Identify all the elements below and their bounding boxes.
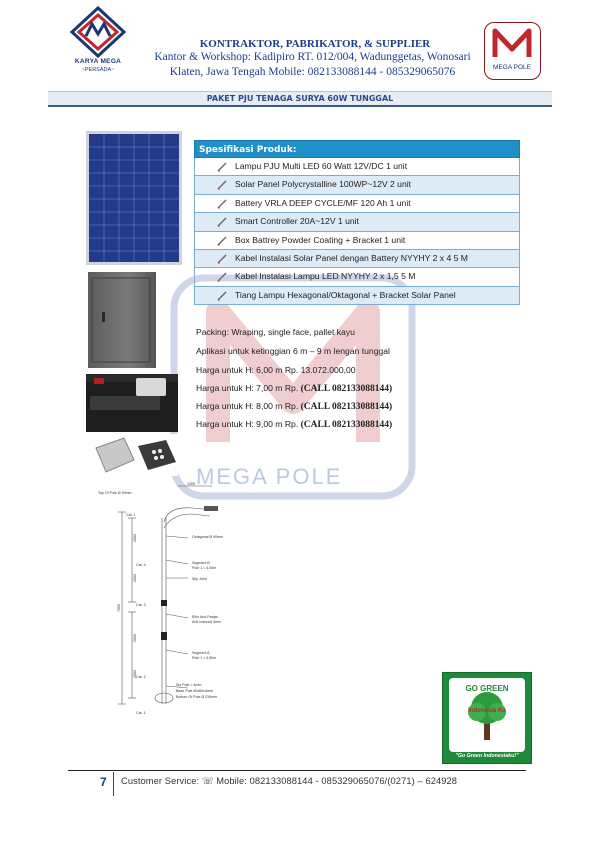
diagram-label-pole-b: Pole 1 = 4,00m xyxy=(192,566,217,570)
led-street-lamp-icon xyxy=(94,434,178,476)
pencil-icon xyxy=(217,254,227,264)
go-green-slogan: "Go Green Indonesiaku!" xyxy=(455,753,519,759)
price-label: Harga untuk H: 7,00 m Rp. xyxy=(196,383,301,393)
pole-diagram xyxy=(92,482,322,722)
price-call: (CALL 082133088144) xyxy=(300,384,393,394)
price-label: Harga untuk H: 6,00 m Rp. 13.072.000,00 xyxy=(196,365,356,375)
logo-right-name: MEGA POLE xyxy=(493,64,531,71)
aplikasi-text: Aplikasi untuk ketinggian 6 m – 9 m lengan tunggal xyxy=(196,346,390,356)
diagram-label-sty-pole: Sty Pole = 4mm xyxy=(176,683,202,687)
price-line xyxy=(196,401,536,412)
price-line xyxy=(196,419,536,430)
price-label: Harga untuk H: 8,00 m Rp. xyxy=(196,401,301,411)
pencil-icon xyxy=(217,199,227,209)
pencil-icon xyxy=(217,272,227,282)
spec-row xyxy=(194,250,520,268)
tree-icon xyxy=(449,678,525,752)
led-lamp-image xyxy=(94,434,178,476)
spec-row xyxy=(194,195,520,213)
spec-row-label: Smart Controller 20A~12V 1 unit xyxy=(235,216,359,227)
mega-pole-m-icon xyxy=(485,23,539,63)
diagram-label-cat2: Cat. 2 xyxy=(136,675,146,679)
spec-row xyxy=(194,268,520,286)
spec-row xyxy=(194,213,520,231)
spec-row-label: Tiang Lampu Hexagonal/Oktagonal + Bracket Solar Panel xyxy=(235,289,456,300)
battery-box-image xyxy=(88,272,156,368)
customer-service-text: Customer Service: ☏ Mobile: 082133088144 - 085329065076/(0271) – 624928 xyxy=(121,776,458,786)
spec-row-label: Box Battrey Powder Coating + Bracket 1 unit xyxy=(235,234,406,245)
diagram-label-cat3: Cat. 3 xyxy=(136,603,146,607)
spec-row xyxy=(194,287,520,305)
go-green-sub: Indonesia Ku xyxy=(468,708,506,714)
price-line xyxy=(196,365,536,375)
package-banner xyxy=(48,91,552,107)
go-green-emblem xyxy=(449,678,525,752)
pencil-icon xyxy=(217,291,227,301)
watermark-text: MEGA POLE xyxy=(196,464,343,489)
pencil-icon xyxy=(217,236,227,246)
pencil-icon xyxy=(217,180,227,190)
page-number: 7 xyxy=(100,775,107,789)
price-call: (CALL 082133088144) xyxy=(300,420,393,430)
solar-panel-grid-icon xyxy=(89,134,179,262)
diagram-dim-4: 1500 xyxy=(133,670,137,678)
go-green-title: GO GREEN xyxy=(465,684,509,693)
diagram-label-octagonal: Octagonal Ø 90mm xyxy=(192,535,224,539)
packing-text: Packing: Wraping, single face, pallet kayu xyxy=(196,327,355,337)
spec-row-label: Kabel Instalasi Solar Panel dengan Battery NYYHY 2 x 4 5 M xyxy=(235,252,468,263)
diagram-top-dim: 1300 xyxy=(187,482,195,486)
address-line-2: Klaten, Jawa Tengah Mobile: 082133088144 - 085329065076 xyxy=(169,66,456,78)
battery-box-door-icon xyxy=(88,272,156,368)
spec-row-label: Lampu PJU Multi LED 60 Watt 12V/DC 1 unit xyxy=(235,161,408,171)
pencil-icon xyxy=(217,162,227,172)
company-title: KONTRAKTOR, PABRIKATOR, & SUPPLIER xyxy=(199,38,431,50)
diagram-label-elbo: Elbo And Panjat xyxy=(192,615,218,619)
price-label: Harga untuk H: 9,00 m Rp. xyxy=(196,419,301,429)
diagram-dim-total: 7000 xyxy=(117,604,121,612)
spec-row-label: Kabel Instalasi Lampu LED NYYHY 2 x 1,5 5 M xyxy=(235,271,416,282)
footer-separator xyxy=(113,772,114,796)
diagram-label-cat1-bottom: Cat. 1 xyxy=(136,711,146,715)
diagram-label-slip-joint: Slip Joint xyxy=(192,577,207,581)
price-call: (CALL 082133088144) xyxy=(300,402,393,412)
logo-left-sub: ~PERSADA~ xyxy=(81,67,115,73)
diagram-label-cat1-top: Cat. 1 xyxy=(126,513,136,517)
diagram-label-anti-induced: Anti Induced 4mm xyxy=(192,620,221,624)
logo-left-name: KARYA MEGA xyxy=(74,58,122,65)
karya-mega-logo xyxy=(66,6,130,84)
spec-row-label: Solar Panel Polycrystalline 100WP~12V 2 unit xyxy=(235,179,412,190)
diagram-dim-1: 1500 xyxy=(133,534,137,542)
spec-rows xyxy=(194,158,520,305)
spec-row xyxy=(194,176,520,194)
diagram-label-bottom-pole: Bottom Of Pole Ø 230mm xyxy=(176,695,218,699)
karya-mega-emblem-icon xyxy=(66,6,130,58)
footer-divider xyxy=(68,770,526,771)
diagram-label-base-pole: Base Pole 60x60x4mm xyxy=(176,689,213,693)
spec-table xyxy=(194,140,520,305)
spec-row-label: Battery VRLA DEEP CYCLE/MF 120 Ah 1 unit xyxy=(235,197,411,208)
mega-pole-logo xyxy=(484,22,541,80)
spec-row xyxy=(194,232,520,250)
pencil-icon xyxy=(217,217,227,227)
battery-image xyxy=(86,374,178,432)
diagram-dim-2: 2000 xyxy=(133,574,137,582)
price-line xyxy=(196,383,536,394)
address-line-1: Kantor & Workshop: Kadipiro RT. 012/004, Wadunggetas, Wonosari xyxy=(154,51,471,63)
go-green-badge xyxy=(442,672,532,764)
diagram-label-pole-a: Pole 1 = 4,50m xyxy=(192,656,217,660)
banner-title: PAKET PJU TENAGA SURYA 60W TUNGGAL xyxy=(206,94,394,103)
battery-icon xyxy=(86,374,178,432)
spec-heading: Spesifikasi Produk: xyxy=(194,140,520,158)
diagram-label-segment-a: Segment A xyxy=(192,651,210,655)
diagram-label-top-of-pole: Top Of Pole Ø 90mm xyxy=(98,491,132,495)
diagram-dim-3: 2000 xyxy=(133,634,137,642)
diagram-label-cat4: Cat. 4 xyxy=(136,563,146,567)
spec-row xyxy=(194,158,520,176)
solar-panel-image xyxy=(86,131,182,265)
diagram-label-segment-b: Segment B xyxy=(192,561,210,565)
